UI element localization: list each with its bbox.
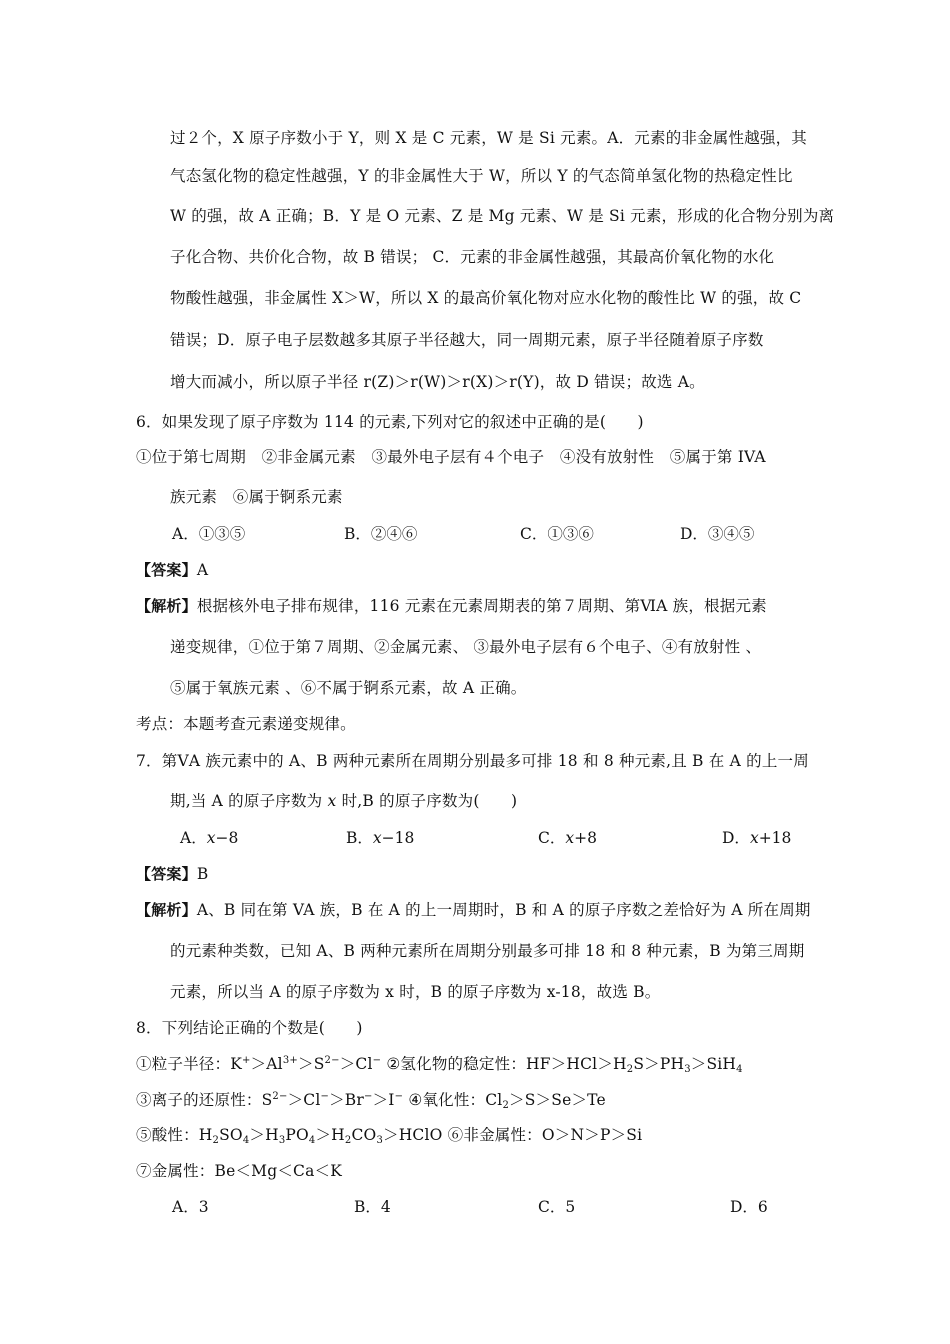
option-letter: C． — [538, 829, 566, 847]
text-part: ③离子的还原性：S — [136, 1091, 273, 1109]
q5-analysis-line-6: 错误；D．原子电子层数越多其原子半径越大，同一周期元素，原子半径随着原子序数 — [170, 331, 764, 349]
q7-option-d — [722, 828, 791, 848]
subscript: 4 — [242, 1135, 250, 1146]
text-part: ＞SiH — [690, 1055, 737, 1073]
analysis-label: 【解析】 — [136, 597, 197, 615]
text-part: SO — [219, 1126, 243, 1144]
q8-option-b: B．4 — [354, 1198, 391, 1216]
q5-analysis-line-1: 过２个，X 原子序数小于 Y，则 X 是 C 元素，W 是 Si 元素。A．元素的非金属性越强，其 — [170, 129, 808, 147]
q7-stem-variable: x — [327, 792, 337, 810]
text-part: ＞H — [249, 1126, 279, 1144]
q8-statement-3-4 — [136, 1090, 606, 1110]
q6-answer — [136, 560, 208, 580]
subscript: 2 — [502, 1100, 510, 1111]
option-rest: −8 — [215, 829, 239, 847]
q8-option-a: A．3 — [172, 1198, 209, 1216]
subscript: 4 — [308, 1135, 316, 1146]
q6-option-b: B．②④⑥ — [344, 525, 418, 543]
option-variable: x — [206, 829, 216, 847]
text-part: ＞I — [372, 1091, 395, 1109]
text-part: ＞S — [298, 1055, 325, 1073]
q8-statement-5-6 — [136, 1125, 642, 1145]
q7-stem-line-2 — [170, 791, 517, 811]
q6-items-line-1: ①位于第七周期 ②非金属元素 ③最外电子层有４个电子 ④没有放射性 ⑤属于第 IVA — [136, 448, 766, 466]
subscript: 2 — [212, 1135, 220, 1146]
q5-analysis-line-3: W 的强，故 A 正确；B．Y 是 O 元素、Z 是 Mg 元素、W 是 Si 元素，形成的化合物分别为离 — [170, 207, 835, 225]
subscript: 3 — [684, 1064, 691, 1075]
subscript: 3 — [278, 1135, 286, 1146]
superscript: − — [372, 1055, 382, 1066]
q8-statement-7: ⑦金属性：Be＜Mg＜Ca＜K — [136, 1162, 343, 1180]
option-letter: B． — [346, 829, 373, 847]
superscript: 2− — [324, 1055, 340, 1066]
q6-items-line-2: 族元素 ⑥属于锕系元素 — [170, 488, 343, 506]
option-variable: x — [372, 829, 382, 847]
text-part: ＞Cl — [287, 1091, 321, 1109]
q7-answer — [136, 864, 208, 884]
option-rest: +18 — [758, 829, 792, 847]
option-letter: A． — [180, 829, 207, 847]
answer-value: B — [196, 865, 209, 883]
superscript: − — [320, 1091, 330, 1102]
q7-analysis-line-3: 元素，所以当 A 的原子序数为 x 时，B 的原子序数为 x-18，故选 B。 — [170, 983, 661, 1001]
option-letter: D． — [722, 829, 750, 847]
subscript: 4 — [736, 1064, 743, 1075]
analysis-label: 【解析】 — [136, 901, 197, 919]
q6-kaodian: 考点：本题考查元素递变规律。 — [136, 715, 356, 733]
superscript: 3+ — [282, 1055, 298, 1066]
option-variable: x — [565, 829, 575, 847]
superscript: − — [394, 1091, 404, 1102]
text-part: ②氢化物的稳定性：HF＞HCl＞H — [381, 1055, 627, 1073]
q7-option-a — [180, 828, 238, 848]
text-part: ＞S＞Se＞Te — [509, 1091, 606, 1109]
analysis-text: 根据核外电子排布规律，116 元素在元素周期表的第７周期、第ⅥA 族，根据元素 — [196, 597, 767, 615]
text-part: ＞Cl — [339, 1055, 373, 1073]
text-part: S＞PH — [633, 1055, 685, 1073]
q7-option-b — [346, 828, 414, 848]
subscript: 2 — [344, 1135, 352, 1146]
superscript: 2− — [272, 1091, 288, 1102]
q7-stem-part: 时,B 的原子序数为( ) — [336, 792, 518, 810]
q8-stem: 8．下列结论正确的个数是( ) — [136, 1019, 363, 1037]
text-part: ④氧化性：Cl — [403, 1091, 503, 1109]
q5-analysis-line-2: 气态氢化物的稳定性越强，Y 的非金属性大于 W，所以 Y 的气态简单氢化物的热稳定性比 — [170, 167, 793, 185]
text-part: CO — [351, 1126, 377, 1144]
subscript: 3 — [376, 1135, 383, 1146]
q7-analysis-line-1 — [136, 900, 811, 920]
q6-analysis-line-3: ⑤属于氧族元素 、⑥不属于锕系元素，故 A 正确。 — [170, 679, 527, 697]
answer-value: A — [196, 561, 209, 579]
superscript: − — [364, 1091, 373, 1102]
superscript: + — [241, 1055, 251, 1066]
text-part: ＞Al — [250, 1055, 283, 1073]
analysis-text: A、B 同在第 VA 族，B 在 A 的上一周期时，B 和 A 的原子序数之差恰好为 A 所在周期 — [196, 901, 811, 919]
q8-statement-1-2 — [136, 1054, 743, 1074]
q6-analysis-line-2: 递变规律，①位于第７周期、②金属元素、 ③最外电子层有６个电子、④有放射性 、 — [170, 638, 762, 656]
text-part: ⑤酸性：H — [136, 1126, 213, 1144]
q8-option-d: D．6 — [730, 1198, 768, 1216]
q5-analysis-line-7: 增大而减小，所以原子半径 r(Z)＞r(W)＞r(X)＞r(Y)，故 D 错误；故选 A。 — [170, 373, 705, 391]
text-part: ＞H — [315, 1126, 345, 1144]
option-rest: −18 — [381, 829, 415, 847]
subscript: 2 — [626, 1064, 634, 1075]
q7-analysis-line-2: 的元素种类数，已知 A、B 两种元素所在周期分别最多可排 18 和 8 种元素，B 为第三周期 — [170, 942, 805, 960]
answer-label: 【答案】 — [136, 561, 197, 579]
q8-option-c: C．5 — [538, 1198, 576, 1216]
text-part: ＞Br — [329, 1091, 364, 1109]
option-rest: +8 — [574, 829, 597, 847]
q6-option-c: C．①③⑥ — [520, 525, 594, 543]
text-part: ①粒子半径：K — [136, 1055, 242, 1073]
q6-option-a: A．①③⑤ — [172, 525, 246, 543]
q6-option-d: D．③④⑤ — [680, 525, 755, 543]
q5-analysis-line-4: 子化合物、共价化合物，故 B 错误； C．元素的非金属性越强，其最高价氧化物的水化 — [170, 248, 775, 266]
text-part: PO — [285, 1126, 309, 1144]
text-part: ＞HClO ⑥非金属性：O＞N＞P＞Si — [383, 1126, 643, 1144]
q7-stem-line-1: 7．第ⅤA 族元素中的 A、B 两种元素所在周期分别最多可排 18 和 8 种元素,且 B 在 A 的上一周 — [136, 752, 809, 770]
q7-stem-part: 期,当 A 的原子序数为 — [170, 792, 328, 810]
q6-stem: 6．如果发现了原子序数为 114 的元素,下列对它的叙述中正确的是( ) — [136, 413, 644, 431]
q7-option-c — [538, 828, 597, 848]
q5-analysis-line-5: 物酸性越强，非金属性 X＞W，所以 X 的最高价氧化物对应水化物的酸性比 W 的强，故 C — [170, 289, 802, 307]
q6-analysis-line-1 — [136, 596, 767, 616]
option-variable: x — [749, 829, 759, 847]
answer-label: 【答案】 — [136, 865, 197, 883]
